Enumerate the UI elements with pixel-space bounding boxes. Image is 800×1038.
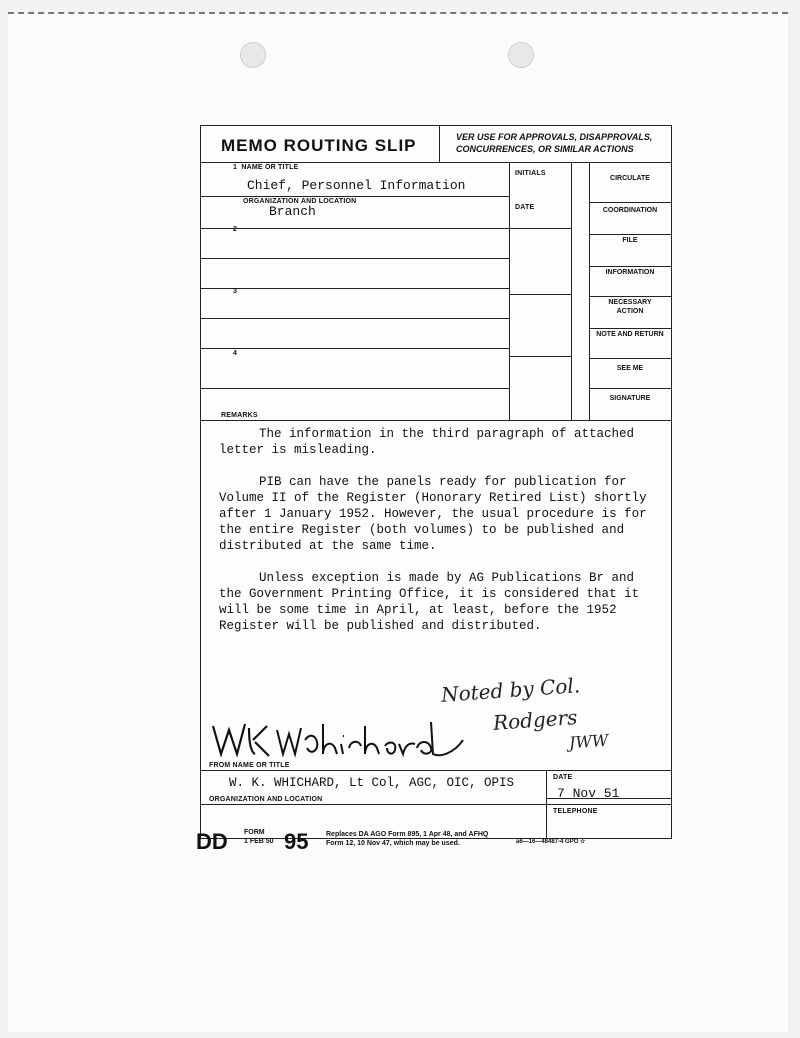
- punch-hole-right: [508, 42, 534, 68]
- replaces-note: [326, 830, 488, 848]
- remarks-paragraph-1: The information in the third paragraph of attached letter is misleading.: [219, 427, 635, 457]
- action-necessary: NECESSARY ACTION: [608, 299, 652, 315]
- form-label-block: [244, 828, 274, 846]
- signature-image: [205, 714, 475, 764]
- remarks-body: [219, 426, 659, 650]
- handwritten-rodgers: Rodgers: [492, 705, 579, 735]
- form-date: 1 FEB 50: [244, 838, 274, 845]
- row-1-number: 1: [233, 164, 238, 171]
- gpo-code: a6—16—48487-4 GPO ☆: [516, 839, 586, 845]
- memo-routing-slip: [200, 125, 672, 839]
- action-signature: SIGNATURE: [609, 395, 651, 402]
- to-org: Branch: [269, 204, 316, 219]
- punch-hole-left: [240, 42, 266, 68]
- date-label: DATE: [515, 204, 535, 211]
- form-number: 95: [284, 829, 309, 854]
- remarks-paragraph-2: PIB can have the panels ready for publication for Volume II of the Register (Honorary Retired List) shortly after 1 January 1952. However, the usual procedure is for the entire Register (both volumes) to be published and distributed at the same time.: [219, 475, 647, 553]
- from-name-label: FROM NAME OR TITLE: [209, 762, 290, 769]
- org-location-label: ORGANIZATION AND LOCATION: [243, 198, 357, 205]
- form-title: MEMO ROUTING SLIP: [221, 136, 417, 155]
- telephone-label: TELEPHONE: [553, 808, 598, 815]
- from-name: W. K. WHICHARD, Lt Col, AGC, OIC, OPIS: [229, 776, 515, 790]
- form-footer: [196, 826, 676, 856]
- handwritten-noted-by: Noted by Col.: [440, 673, 581, 707]
- action-coordination: COORDINATION: [602, 207, 658, 214]
- remarks-label: REMARKS: [221, 412, 258, 419]
- row-2-number: 2: [233, 226, 238, 233]
- to-name: Chief, Personnel Information: [247, 178, 466, 193]
- use-note: VER USE FOR APPROVALS, DISAPPROVALS, CONCURRENCES, OR SIMILAR ACTIONS: [456, 132, 653, 154]
- from-date: 7 Nov 51: [557, 786, 620, 801]
- action-information: INFORMATION: [605, 269, 655, 276]
- remarks-paragraph-3: Unless exception is made by AG Publications Br and the Government Printing Office, it is considered that it will be some time in April, at least, before the 1952 Register will be published and distributed.: [219, 571, 640, 633]
- from-date-label: DATE: [553, 774, 573, 781]
- row-3-number: 3: [233, 288, 238, 295]
- title-separator: [419, 126, 440, 162]
- action-see-me: SEE ME: [616, 365, 644, 372]
- action-circulate: CIRCULATE: [610, 175, 650, 182]
- name-or-title-label: NAME OR TITLE: [241, 164, 299, 171]
- handwritten-initials: JWW: [568, 730, 609, 753]
- from-org-label: ORGANIZATION AND LOCATION: [209, 796, 323, 803]
- action-file: FILE: [622, 237, 638, 244]
- initials-label: INITIALS: [515, 170, 546, 177]
- row-4-number: 4: [233, 350, 238, 357]
- action-note-return: NOTE AND RETURN: [596, 331, 664, 338]
- form-dd: DD: [196, 829, 228, 854]
- form-label: FORM: [244, 829, 265, 836]
- replaces-line-1: Replaces DA AGO Form 895, 1 Apr 48, and AFHQ: [326, 831, 489, 838]
- replaces-line-2: Form 12, 10 Nov 47, which may be used.: [326, 840, 460, 847]
